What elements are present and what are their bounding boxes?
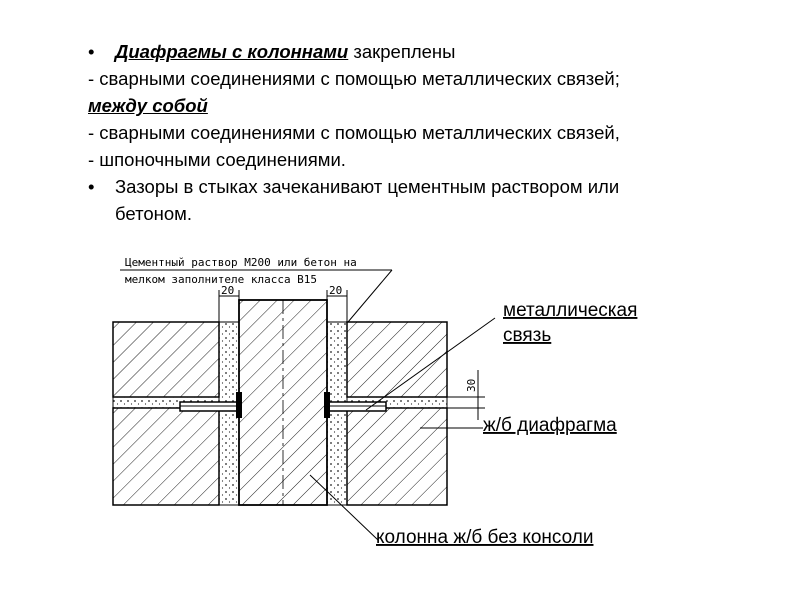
label-metal-link-line1: металлическая: [503, 300, 638, 321]
diaphragm-top-right: [347, 322, 447, 397]
bullet-marker: •: [88, 176, 95, 197]
text-line-welded-2: - сварными соединениями с помощью металлических связей,: [88, 122, 620, 143]
text-line-key-joints: - шпоночными соединениями.: [88, 149, 346, 170]
spec-text-line1: Цементный раствор М200 или бетон на: [125, 256, 357, 269]
bullet-marker: •: [88, 41, 95, 62]
text-line-gaps: Зазоры в стыках зачеканивают цементным раствором или: [115, 176, 620, 197]
heading-diaphragms: Диафрагмы с колоннами: [115, 41, 349, 62]
label-column: колонна ж/б без консоли: [376, 527, 594, 548]
heading-between-each-other: между собой: [88, 95, 208, 116]
text-line-welded-1: - сварными соединениями с помощью металлических связей;: [88, 68, 620, 89]
spec-leader: [348, 270, 392, 322]
dimension-left: [219, 284, 239, 322]
dimension-vertical-value: 30: [465, 378, 478, 392]
label-metal-link-line2: связь: [503, 325, 552, 346]
label-diaphragm: ж/б диафрагма: [483, 415, 617, 436]
diaphragm-bottom-right: [347, 408, 447, 505]
dimension-vertical: [447, 370, 485, 420]
diaphragm-bottom-left: [113, 408, 219, 505]
spec-text-line2: мелком заполнителе класса В15: [125, 273, 318, 286]
dimension-right: [327, 284, 347, 322]
dimension-left-value: 20: [221, 284, 235, 297]
dimension-right-value: 20: [329, 284, 343, 297]
diaphragm-top-left: [113, 322, 219, 397]
text-line-concrete: бетоном.: [115, 203, 192, 224]
text-fixed: закреплены: [348, 41, 456, 62]
